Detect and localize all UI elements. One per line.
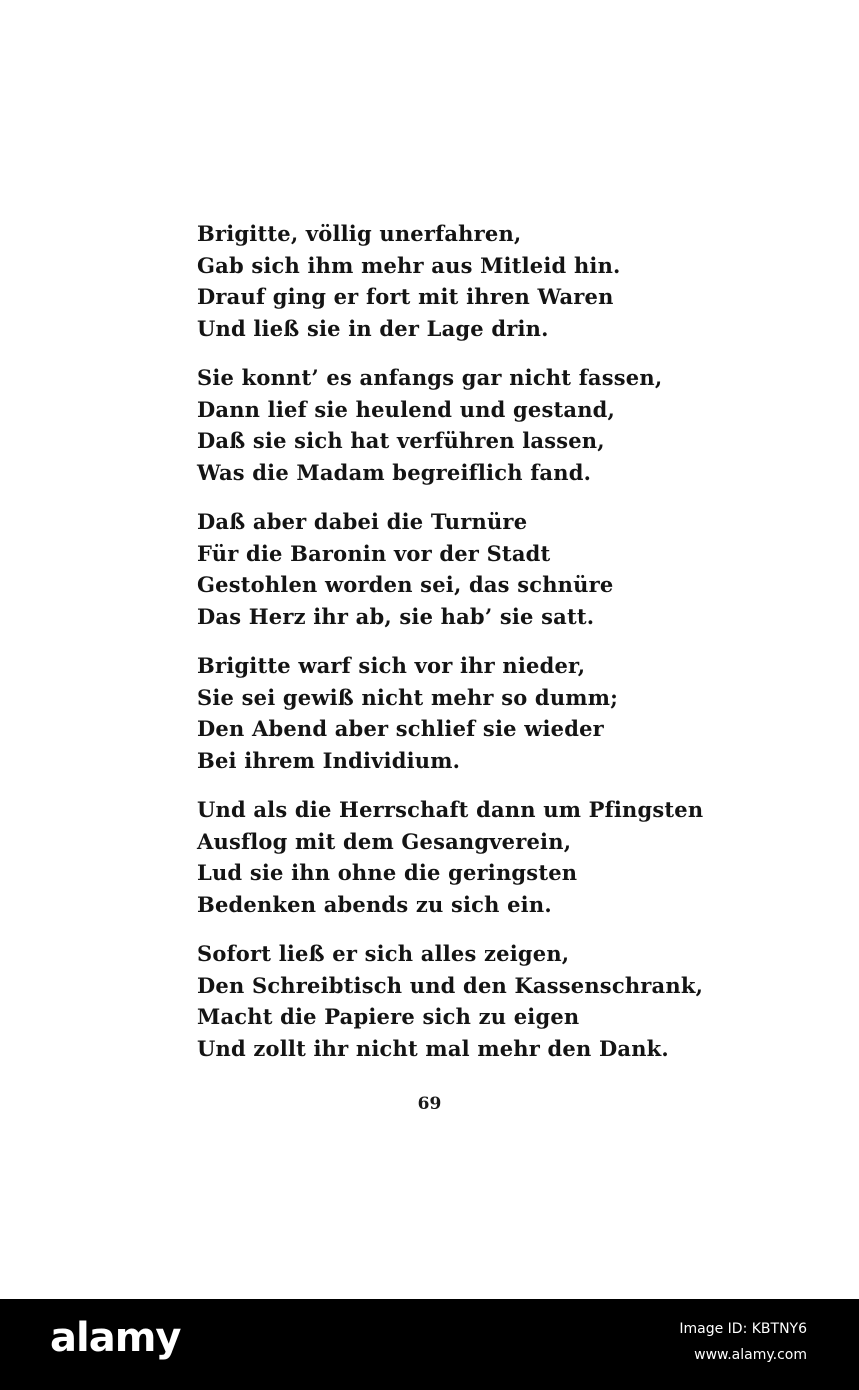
verse-line: Sofort ließ er sich alles zeigen,	[197, 941, 570, 966]
verse-line: Brigitte, völlig unerfahren,	[197, 221, 522, 246]
alamy-logo: alamy	[50, 1315, 181, 1361]
verse-line: Den Abend aber schlief sie wieder	[197, 716, 604, 741]
verse-line: Lud sie ihn ohne die geringsten	[197, 860, 578, 885]
verse-line: Macht die Papiere sich zu eigen	[197, 1004, 580, 1029]
verse-line: Brigitte warf sich vor ihr nieder,	[197, 653, 586, 678]
verse-line: Was die Madam begreiflich fand.	[197, 459, 592, 485]
verse-line: Ausflog mit dem Gesangverein,	[197, 828, 572, 854]
verse-line: Das Herz ihr ab, sie hab’ sie satt.	[197, 603, 595, 629]
stanza-6	[197, 938, 797, 1064]
poem	[197, 218, 797, 1082]
verse-line: Den Schreibtisch und den Kassenschrank,	[197, 972, 704, 998]
verse-line: Und ließ sie in der Lage drin.	[197, 315, 549, 341]
stanza-1	[197, 218, 797, 344]
verse-line: Und als die Herrschaft dann um Pfingsten	[197, 797, 704, 822]
verse-line: Für die Baronin vor der Stadt	[197, 540, 551, 566]
verse-line: Dann lief sie heulend und gestand,	[197, 396, 616, 422]
stanza-3	[197, 506, 797, 632]
stanza-4	[197, 650, 797, 776]
stanza-2	[197, 362, 797, 488]
verse-line: Gab sich ihm mehr aus Mitleid hin.	[197, 252, 621, 278]
verse-line: Bei ihrem Individium.	[197, 747, 461, 773]
verse-line: Sie konnt’ es anfangs gar nicht fassen,	[197, 365, 663, 390]
page-number: 69	[417, 1094, 442, 1114]
verse-line: Daß sie sich hat verführen lassen,	[197, 428, 605, 453]
website-url: www.alamy.com	[694, 1347, 807, 1363]
verse-line: Gestohlen worden sei, das schnüre	[197, 572, 614, 597]
stanza-5	[197, 794, 797, 920]
verse-line: Sie sei gewiß nicht mehr so dumm;	[197, 684, 619, 710]
watermark-banner	[0, 1299, 859, 1390]
image-id-label: Image ID: KBTNY6	[679, 1321, 807, 1337]
verse-line: Daß aber dabei die Turnüre	[197, 509, 528, 534]
verse-line: Drauf ging er fort mit ihren Waren	[197, 284, 614, 309]
verse-line: Bedenken abends zu sich ein.	[197, 891, 552, 917]
verse-line: Und zollt ihr nicht mal mehr den Dank.	[197, 1035, 669, 1061]
